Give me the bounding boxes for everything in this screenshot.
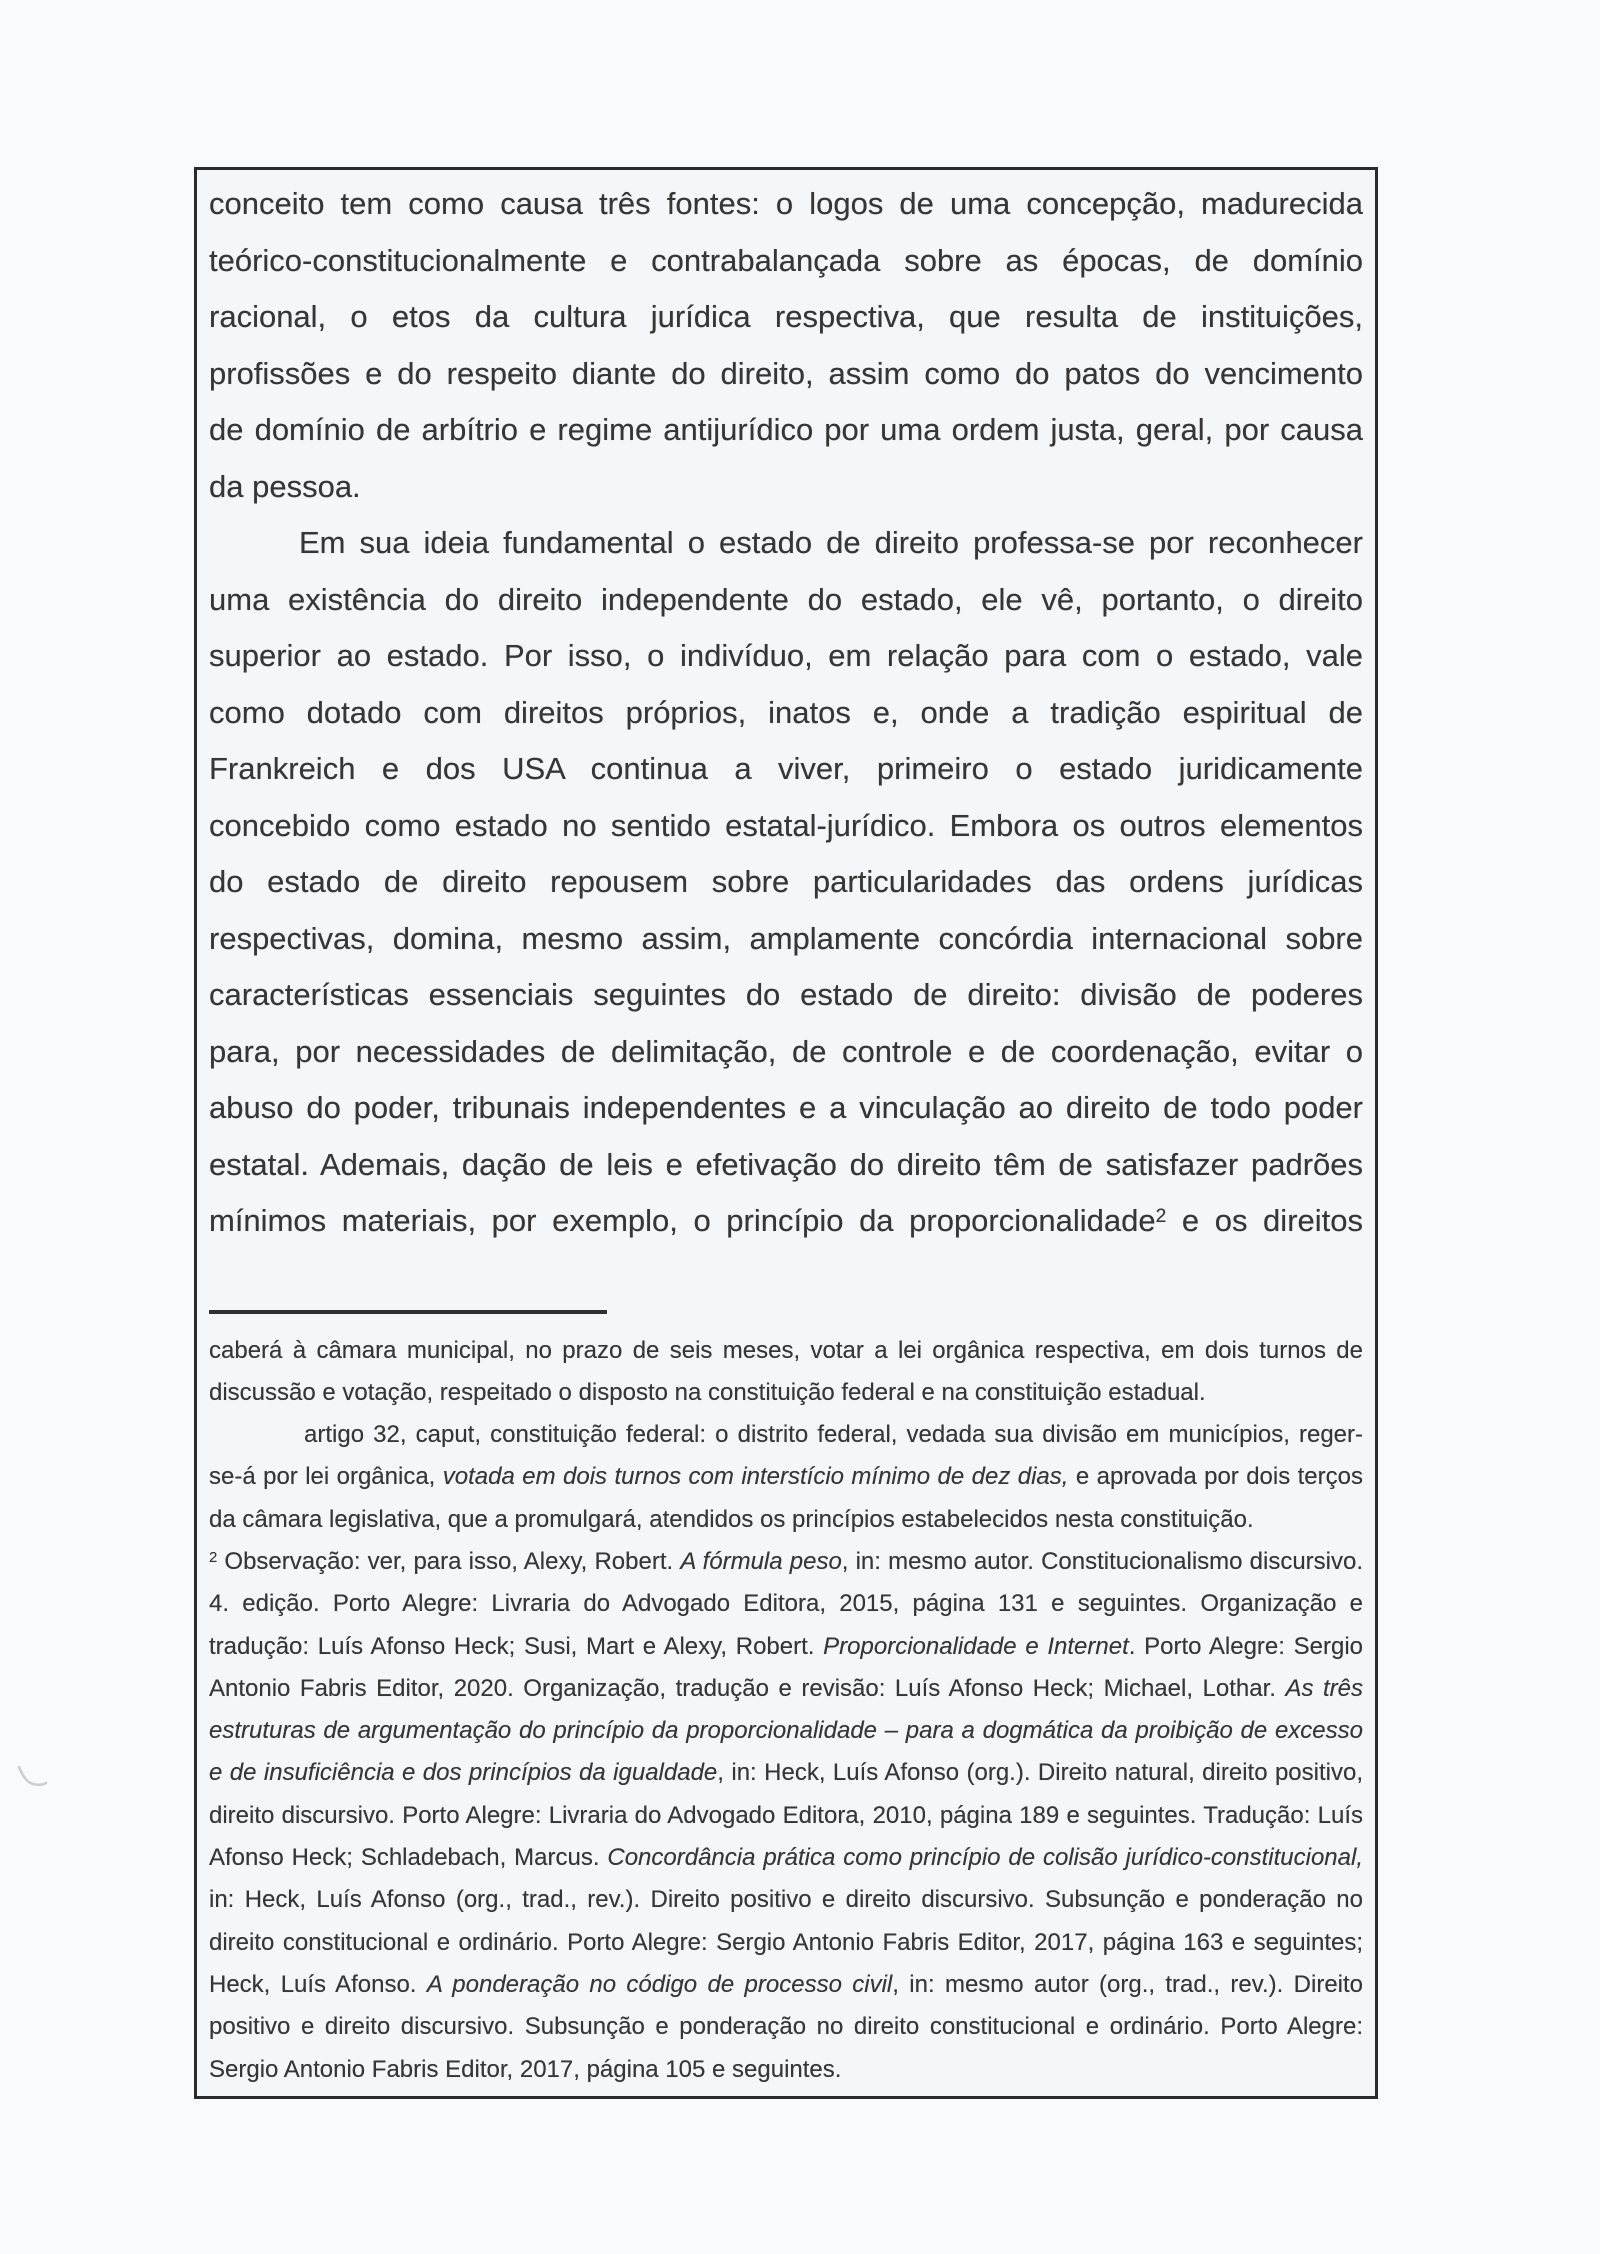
footnote-separator [209,1310,607,1314]
footnote-line: 4. edição. Porto Alegre: Livraria do Advogado Editora, 2015, página 131 e seguintes. Organização e [209,1590,1363,1618]
footnote-line: Afonso Heck; Schladebach, Marcus. Concordância prática como princípio de colisão jurídico-constitucional, [209,1844,1363,1872]
body-text [209,176,1363,1250]
footnote-line: tradução: Luís Afonso Heck; Susi, Mart e Alexy, Robert. Proporcionalidade e Internet. Porto Alegre: Sergio [209,1632,1363,1660]
body-text-line: estatal. Ademais, dação de leis e efetivação do direito têm de satisfazer padrões [209,1146,1363,1182]
body-text-line: características essenciais seguintes do estado de direito: divisão de poderes [209,977,1363,1012]
body-text-line: conceito tem como causa três fontes: o logos de uma concepção, madurecida [209,186,1363,221]
body-text-line: abuso do poder, tribunais independentes e a vinculação ao direito de todo poder [209,1090,1363,1125]
footnote-line: Sergio Antonio Fabris Editor, 2017, página 105 e seguintes. [209,2055,842,2083]
body-text-line: do estado de direito repousem sobre particularidades das ordens jurídicas [209,864,1363,899]
footnotes [209,1330,1363,2091]
body-text-line: teórico-constitucionalmente e contrabalançada sobre as épocas, de domínio [209,242,1363,278]
footnote-line: Antonio Fabris Editor, 2020. Organização, tradução e revisão: Luís Afonso Heck; Michael, Lothar. As três [209,1674,1363,1702]
footnote-line: in: Heck, Luís Afonso (org., trad., rev.). Direito positivo e direito discursivo. Subsunção e ponderação no [209,1886,1363,1914]
body-text-line: respectivas, domina, mesmo assim, amplamente concórdia internacional sobre [209,920,1363,956]
footnote-line: direito constitucional e ordinário. Porto Alegre: Sergio Antonio Fabris Editor, 2017, página 163 e seguintes; [209,1928,1363,1956]
body-text-line: da pessoa. [209,468,361,504]
footnote-line: caberá à câmara municipal, no prazo de seis meses, votar a lei orgânica respectiva, em dois turnos de [209,1336,1363,1364]
footnote-line: da câmara legislativa, que a promulgará, atendidos os princípios estabelecidos nesta constituição. [209,1505,1254,1533]
pencil-tick-mark [15,1763,49,1791]
body-text-line: racional, o etos da cultura jurídica respectiva, que resulta de instituições, [209,299,1363,334]
body-text-line: Em sua ideia fundamental o estado de direito professa-se por reconhecer [299,525,1363,560]
footnote-line: Heck, Luís Afonso. A ponderação no código de processo civil, in: mesmo autor (org., trad., rev.). Direito [209,1970,1363,1998]
body-text-line: Frankreich e dos USA continua a viver, primeiro o estado juridicamente [209,751,1363,786]
footnote-line: e de insuficiência e dos princípios da igualdade, in: Heck, Luís Afonso (org.). Direito natural, direito positivo, [209,1759,1363,1787]
body-text-line: para, por necessidades de delimitação, de controle e de coordenação, evitar o [209,1033,1363,1069]
footnote-line: se-á por lei orgânica, votada em dois turnos com interstício mínimo de dez dias, e aprovada por dois terços [209,1463,1363,1491]
body-text-line: como dotado com direitos próprios, inatos e, onde a tradição espiritual de [209,694,1363,730]
document-frame [194,167,1378,2099]
footnote-line: artigo 32, caput, constituição federal: o distrito federal, vedada sua divisão em municípios, reger- [304,1421,1363,1449]
footnote-line: $^2$ Observação: ver, para isso, Alexy, Robert. A fórmula peso, in: mesmo autor. Constitucionalismo discursivo. [209,1547,1363,1575]
body-text-line: profissões e do respeito diante do direito, assim como do patos do vencimento [209,355,1363,391]
body-text-line: mínimos materiais, por exemplo, o princípio da proporcionalidade$^2$ e os direitos [209,1203,1363,1238]
body-text-line: superior ao estado. Por isso, o indivíduo, em relação para com o estado, vale [209,638,1363,673]
footnote-line: discussão e votação, respeitado o disposto na constituição federal e na constituição estadual. [209,1378,1206,1406]
body-text-line: uma existência do direito independente do estado, ele vê, portanto, o direito [209,581,1363,617]
body-text-line: concebido como estado no sentido estatal-jurídico. Embora os outros elementos [209,807,1363,843]
footnote-line: direito discursivo. Porto Alegre: Livraria do Advogado Editora, 2010, página 189 e seguintes. Tradução: Luís [209,1801,1363,1829]
footnote-line: positivo e direito discursivo. Subsunção e ponderação no direito constitucional e ordinário. Porto Alegre: [209,2013,1363,2041]
footnote-line: estruturas de argumentação do princípio da proporcionalidade – para a dogmática da proibição de excesso [209,1717,1363,1745]
body-text-line: de domínio de arbítrio e regime antijurídico por uma ordem justa, geral, por causa [209,412,1363,447]
